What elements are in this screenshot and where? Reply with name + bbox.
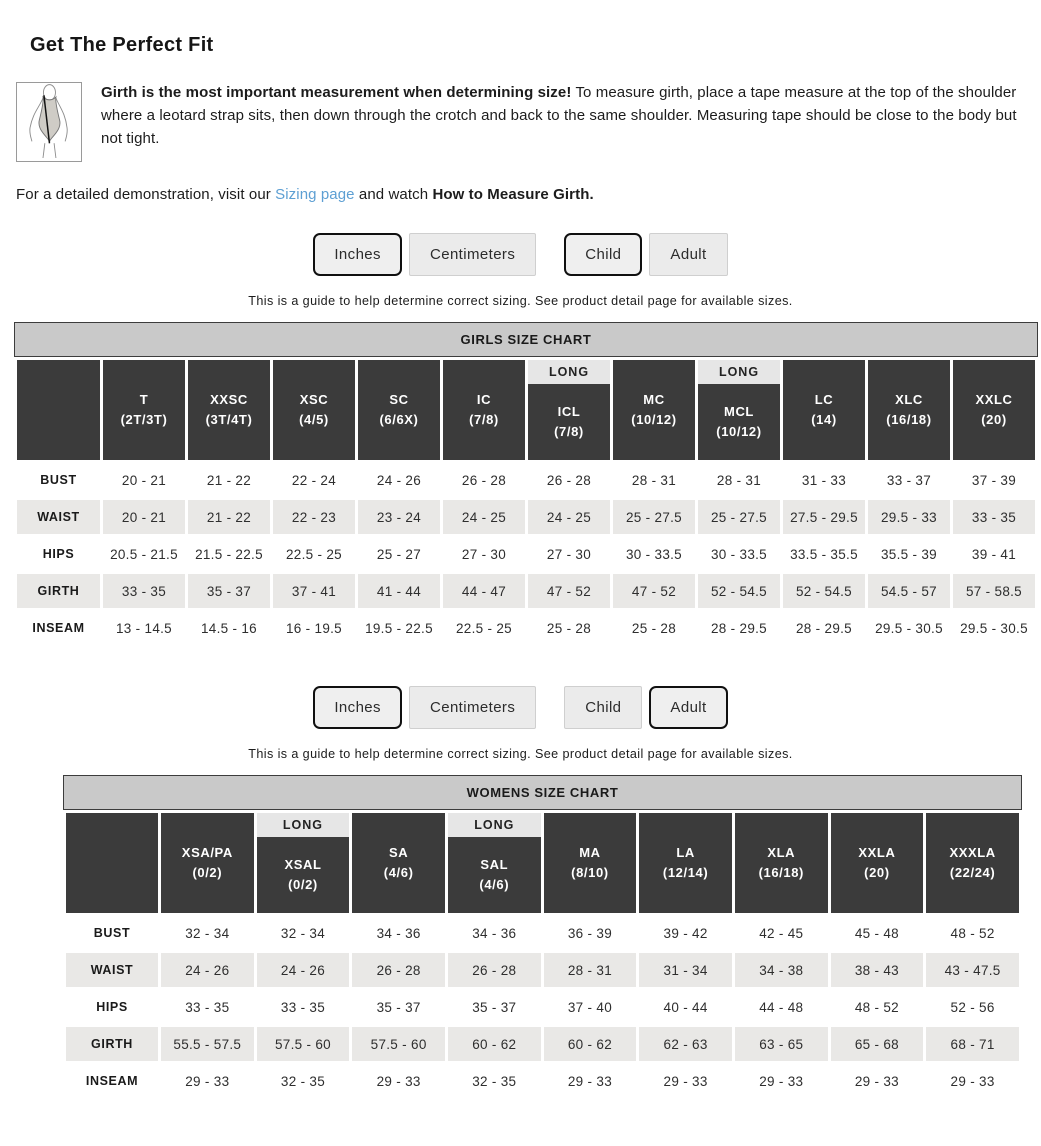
womens-caption: This is a guide to help determine correct sizing. See product detail page for available sizes. (248, 747, 793, 761)
unit-toggle-group (313, 686, 536, 729)
size-cell: 33 - 35 (280, 999, 326, 1015)
col-header-ic (443, 360, 525, 460)
size-cell: 35 - 37 (376, 999, 421, 1015)
size-range: (4/6) (383, 865, 414, 880)
age-toggle-group (564, 686, 727, 729)
table-row-waist (17, 500, 1035, 534)
row-label: BUST (93, 926, 131, 940)
size-table (63, 810, 1022, 1101)
size-cell: 22 - 24 (291, 472, 337, 488)
size-cell: 21.5 - 22.5 (195, 546, 263, 562)
col-header-mcl (698, 360, 780, 460)
col-header-ma (544, 813, 637, 913)
size-range: (6/6X) (379, 412, 419, 427)
size-range: (4/5) (299, 412, 329, 427)
girth-intro-bold: Girth is the most important measurement when determining size! (101, 84, 572, 101)
header-row (17, 360, 1035, 460)
size-cell: 26 - 28 (546, 472, 592, 488)
size-cell: 52 - 56 (950, 999, 995, 1015)
size-cell: 29 - 33 (663, 1073, 708, 1089)
size-range: (2T/3T) (120, 412, 168, 427)
size-cell: 42 - 45 (759, 925, 804, 941)
leotard-icon (19, 84, 79, 160)
size-cell: 44 - 47 (443, 574, 525, 608)
size-cell: 62 - 63 (639, 1027, 732, 1061)
size-range: (20) (864, 865, 890, 880)
size-cell: 20 - 21 (103, 500, 185, 534)
toggle-inches-button[interactable]: Inches (313, 233, 402, 276)
unit-toggle-group (313, 233, 536, 276)
col-header-xxlc (953, 360, 1035, 460)
size-cell: 37 - 40 (567, 999, 613, 1015)
table-row-inseam (66, 1064, 1019, 1098)
girls-size-chart (14, 322, 1038, 648)
col-header-xxla (831, 813, 924, 913)
size-cell: 38 - 43 (831, 953, 924, 987)
womens-toggle-row (0, 686, 1041, 729)
size-range: (4/6) (479, 877, 510, 892)
size-cell: 29.5 - 30.5 (960, 620, 1028, 636)
table-row-inseam (17, 611, 1035, 645)
col-header-xxxla (926, 813, 1019, 913)
size-cell: 29 - 33 (376, 1073, 421, 1089)
col-header-mc (613, 360, 695, 460)
table-title: WOMENS SIZE CHART (63, 775, 1022, 810)
size-cell: 47 - 52 (613, 574, 695, 608)
size-cell: 52 - 54.5 (783, 574, 865, 608)
size-cell: 28 - 31 (544, 953, 637, 987)
girth-intro (16, 82, 1023, 162)
col-header-xla (735, 813, 828, 913)
size-code: XSA/PA (181, 844, 233, 860)
girth-intro-rest: To measure girth, place a tape measure at the top of the shoulder where a leotard strap sits, then down through the crotch and back to the same shoulder. Measuring tape should be close to the body but not tight. (101, 84, 1017, 147)
size-code: SAL (480, 856, 509, 872)
size-cell: 44 - 48 (759, 999, 804, 1015)
table-title: GIRLS SIZE CHART (14, 322, 1038, 357)
size-cell: 13 - 14.5 (116, 620, 172, 636)
size-cell: 22 - 23 (273, 500, 355, 534)
size-cell: 41 - 44 (358, 574, 440, 608)
row-label: WAIST (17, 500, 100, 534)
size-code: MCL (724, 403, 754, 419)
size-cell: 16 - 19.5 (286, 620, 342, 636)
col-header-xsa-pa (161, 813, 254, 913)
size-code: XLC (895, 391, 923, 407)
size-cell: 24 - 25 (528, 500, 610, 534)
size-cell: 57.5 - 60 (352, 1027, 445, 1061)
size-code: MC (643, 391, 665, 407)
size-cell: 33 - 35 (103, 574, 185, 608)
table-row-girth (66, 1027, 1019, 1061)
size-cell: 35 - 37 (188, 574, 270, 608)
toggle-child-button[interactable]: Child (564, 233, 642, 276)
size-code: XLA (767, 844, 796, 860)
size-cell: 63 - 65 (735, 1027, 828, 1061)
size-code: LC (814, 391, 834, 407)
size-guide-page (0, 34, 1041, 1101)
size-cell: 27 - 30 (461, 546, 507, 562)
long-badge: LONG (448, 813, 541, 837)
size-cell: 39 - 41 (971, 546, 1017, 562)
size-cell: 54.5 - 57 (868, 574, 950, 608)
demo-line (16, 186, 1041, 203)
size-cell: 25 - 27 (376, 546, 422, 562)
size-cell: 25 - 28 (546, 620, 592, 636)
size-cell: 26 - 28 (352, 953, 445, 987)
long-badge: LONG (257, 813, 350, 837)
sizing-page-link[interactable]: Sizing page (275, 186, 355, 203)
size-table (14, 357, 1038, 648)
size-cell: 34 - 36 (376, 925, 421, 941)
size-cell: 39 - 42 (663, 925, 708, 941)
size-cell: 33 - 35 (185, 999, 230, 1015)
col-header-xsc (273, 360, 355, 460)
col-header-sal (448, 813, 541, 913)
size-code: XSC (299, 391, 329, 407)
size-range: (8/10) (571, 865, 609, 880)
girls-toggle-row (0, 233, 1041, 276)
size-cell: 26 - 28 (448, 953, 541, 987)
size-range: (3T/4T) (205, 412, 253, 427)
size-cell: 29.5 - 30.5 (875, 620, 943, 636)
size-cell: 31 - 34 (639, 953, 732, 987)
size-cell: 23 - 24 (358, 500, 440, 534)
table-row-waist (66, 953, 1019, 987)
size-cell: 20 - 21 (121, 472, 167, 488)
header-row (66, 813, 1019, 913)
size-cell: 34 - 36 (472, 925, 517, 941)
row-label: HIPS (42, 547, 75, 561)
size-cell: 25 - 27.5 (613, 500, 695, 534)
size-code: XXLC (975, 391, 1013, 407)
size-cell: 35 - 37 (472, 999, 517, 1015)
row-label: INSEAM (85, 1074, 139, 1088)
size-cell: 14.5 - 16 (201, 620, 257, 636)
size-cell: 32 - 35 (280, 1073, 326, 1089)
row-label: HIPS (96, 1000, 128, 1014)
size-range: (16/18) (886, 412, 932, 427)
table-row-hips (17, 537, 1035, 571)
size-range: (10/12) (716, 424, 762, 439)
size-cell: 19.5 - 22.5 (365, 620, 433, 636)
size-code: ICL (557, 403, 581, 419)
col-header-icl (528, 360, 610, 460)
womens-size-chart (63, 775, 1022, 1101)
toggle-child-button[interactable]: Child (564, 686, 642, 729)
size-cell: 36 - 39 (567, 925, 613, 941)
toggle-centimeters-button[interactable]: Centimeters (409, 686, 536, 729)
col-header-xlc (868, 360, 950, 460)
demo-middle: and watch (354, 186, 433, 203)
size-code: T (139, 391, 149, 407)
size-cell: 37 - 41 (273, 574, 355, 608)
size-cell: 33 - 37 (886, 472, 932, 488)
girth-intro-text (101, 82, 1023, 151)
size-cell: 52 - 54.5 (698, 574, 780, 608)
age-toggle-group (564, 233, 727, 276)
size-cell: 25 - 27.5 (698, 500, 780, 534)
row-label: GIRTH (66, 1027, 158, 1061)
toggle-centimeters-button[interactable]: Centimeters (409, 233, 536, 276)
size-cell: 48 - 52 (854, 999, 899, 1015)
size-cell: 22.5 - 25 (456, 620, 512, 636)
size-cell: 33 - 35 (953, 500, 1035, 534)
size-cell: 43 - 47.5 (926, 953, 1019, 987)
size-cell: 24 - 25 (443, 500, 525, 534)
col-header-sa (352, 813, 445, 913)
size-cell: 28 - 29.5 (711, 620, 767, 636)
size-cell: 55.5 - 57.5 (161, 1027, 254, 1061)
size-cell: 35.5 - 39 (881, 546, 937, 562)
corner-cell (17, 360, 100, 460)
size-cell: 24 - 26 (161, 953, 254, 987)
size-cell: 29 - 33 (567, 1073, 613, 1089)
size-cell: 21 - 22 (188, 500, 270, 534)
size-range: (14) (811, 412, 837, 427)
size-cell: 30 - 33.5 (626, 546, 682, 562)
table-row-bust (17, 463, 1035, 497)
size-cell: 60 - 62 (544, 1027, 637, 1061)
size-range: (12/14) (662, 865, 709, 880)
size-cell: 29 - 33 (950, 1073, 995, 1089)
size-cell: 32 - 34 (280, 925, 326, 941)
size-cell: 24 - 26 (257, 953, 350, 987)
size-cell: 29.5 - 33 (868, 500, 950, 534)
size-range: (7/8) (469, 412, 499, 427)
size-cell: 27.5 - 29.5 (783, 500, 865, 534)
row-label: WAIST (66, 953, 158, 987)
size-code: IC (476, 391, 492, 407)
demo-prefix: For a detailed demonstration, visit our (16, 186, 276, 203)
size-code: XXXLA (949, 844, 996, 860)
size-cell: 29 - 33 (854, 1073, 899, 1089)
size-cell: 60 - 62 (448, 1027, 541, 1061)
corner-cell (66, 813, 158, 913)
size-code: MA (579, 844, 601, 860)
size-cell: 48 - 52 (950, 925, 995, 941)
size-cell: 32 - 35 (472, 1073, 517, 1089)
size-code: XXSC (210, 391, 248, 407)
col-header-t (103, 360, 185, 460)
leotard-illustration (16, 82, 82, 162)
col-header-la (639, 813, 732, 913)
size-cell: 27 - 30 (546, 546, 592, 562)
size-code: SA (389, 844, 409, 860)
col-header-xsal (257, 813, 350, 913)
long-badge: LONG (698, 360, 780, 384)
size-code: SC (389, 391, 409, 407)
size-cell: 40 - 44 (663, 999, 708, 1015)
size-cell: 22.5 - 25 (286, 546, 342, 562)
size-cell: 29 - 33 (185, 1073, 230, 1089)
size-code: XSAL (284, 856, 322, 872)
long-badge: LONG (528, 360, 610, 384)
size-range: (22/24) (949, 865, 996, 880)
col-header-lc (783, 360, 865, 460)
size-code: LA (676, 844, 695, 860)
size-cell: 24 - 26 (376, 472, 422, 488)
page-title: Get The Perfect Fit (30, 34, 214, 56)
size-cell: 57.5 - 60 (257, 1027, 350, 1061)
size-code: XXLA (858, 844, 896, 860)
size-cell: 65 - 68 (831, 1027, 924, 1061)
size-cell: 30 - 33.5 (711, 546, 767, 562)
size-range: (0/2) (288, 877, 318, 892)
size-cell: 34 - 38 (735, 953, 828, 987)
toggle-adult-button[interactable]: Adult (649, 686, 727, 729)
row-label: GIRTH (17, 574, 100, 608)
size-cell: 37 - 39 (971, 472, 1017, 488)
size-cell: 45 - 48 (854, 925, 899, 941)
toggle-inches-button[interactable]: Inches (313, 686, 402, 729)
size-cell: 33.5 - 35.5 (790, 546, 858, 562)
size-range: (10/12) (631, 412, 677, 427)
size-range: (16/18) (758, 865, 804, 880)
size-cell: 26 - 28 (461, 472, 507, 488)
demo-bold: How to Measure Girth. (432, 186, 594, 203)
row-label: BUST (40, 473, 77, 487)
row-label: INSEAM (32, 621, 85, 635)
table-row-bust (66, 916, 1019, 950)
size-cell: 32 - 34 (185, 925, 230, 941)
col-header-sc (358, 360, 440, 460)
size-cell: 57 - 58.5 (953, 574, 1035, 608)
size-cell: 68 - 71 (926, 1027, 1019, 1061)
size-range: (0/2) (192, 865, 223, 880)
size-cell: 25 - 28 (631, 620, 677, 636)
size-cell: 47 - 52 (528, 574, 610, 608)
size-range: (20) (981, 412, 1007, 427)
size-cell: 28 - 29.5 (796, 620, 852, 636)
size-cell: 29 - 33 (759, 1073, 804, 1089)
table-row-girth (17, 574, 1035, 608)
size-cell: 20.5 - 21.5 (110, 546, 178, 562)
col-header-xxsc (188, 360, 270, 460)
toggle-adult-button[interactable]: Adult (649, 233, 727, 276)
girls-caption: This is a guide to help determine correct sizing. See product detail page for available sizes. (248, 294, 793, 308)
size-range: (7/8) (554, 424, 584, 439)
size-cell: 28 - 31 (631, 472, 677, 488)
table-row-hips (66, 990, 1019, 1024)
size-cell: 28 - 31 (716, 472, 762, 488)
size-cell: 21 - 22 (206, 472, 252, 488)
size-cell: 31 - 33 (801, 472, 847, 488)
